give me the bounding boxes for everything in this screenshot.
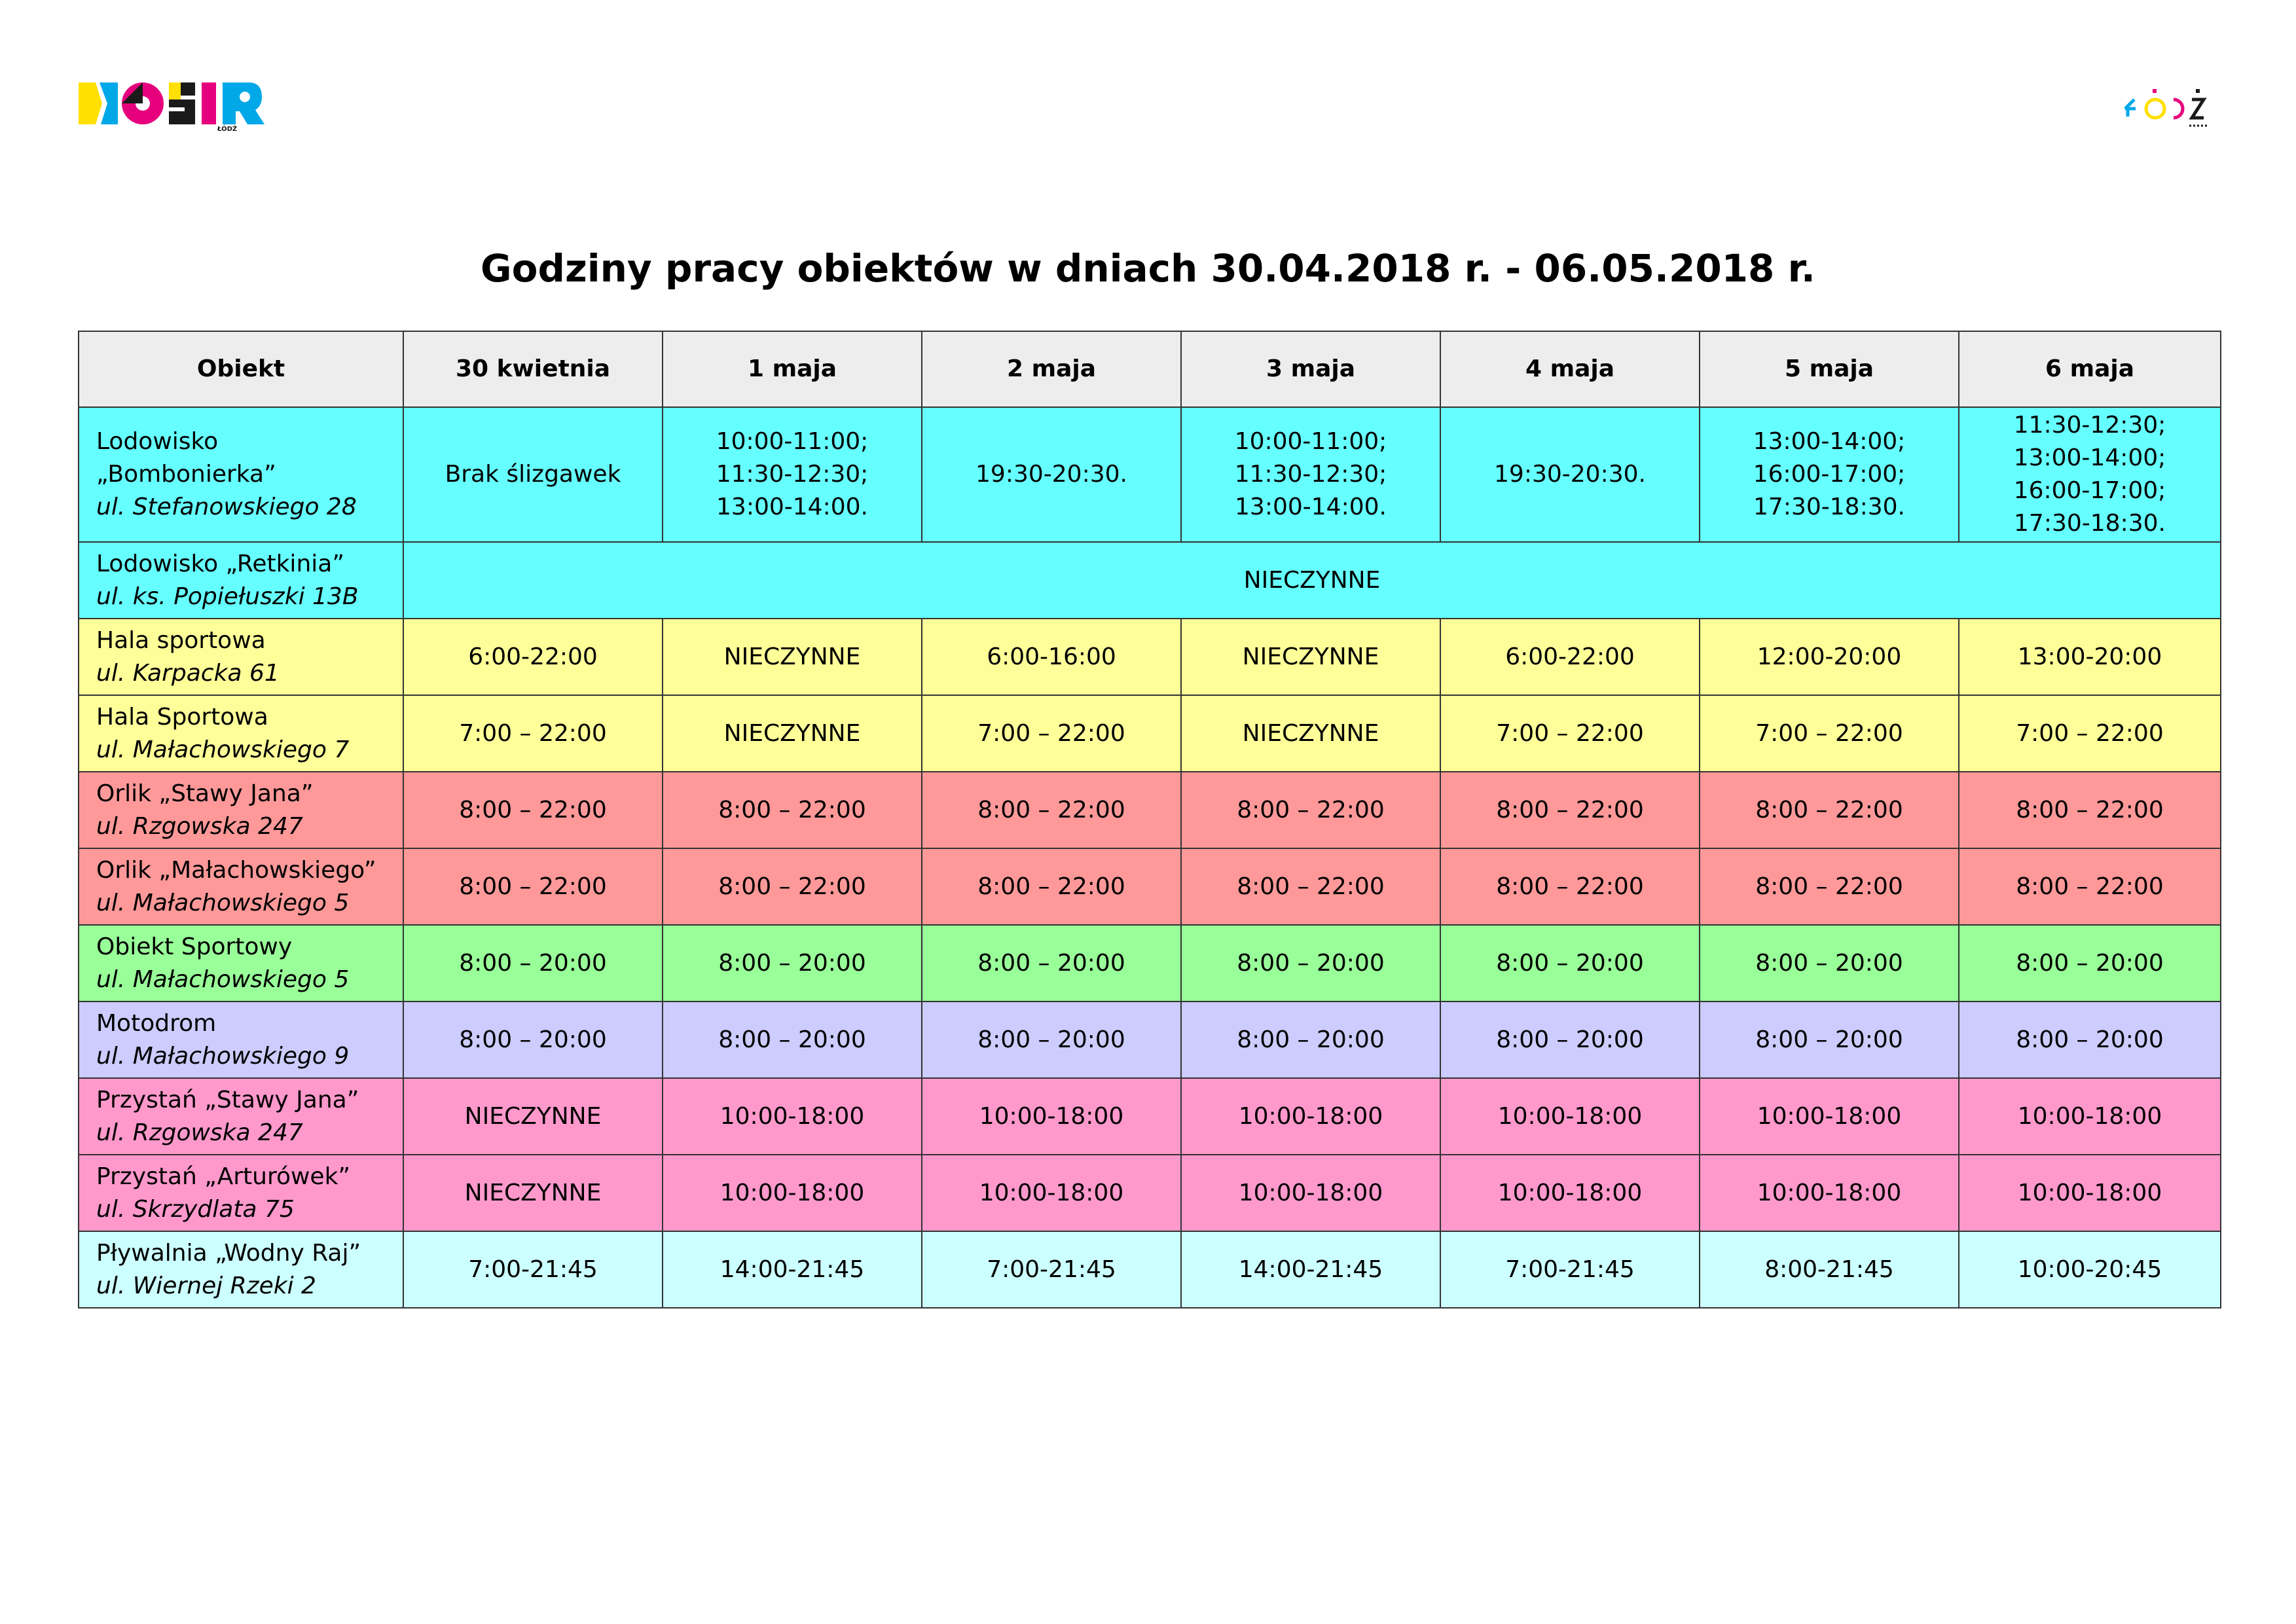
hours-text: NIECZYNNE <box>464 1102 602 1130</box>
hours-cell <box>922 772 1181 848</box>
hours-cell <box>1181 1001 1440 1078</box>
table-row <box>79 1078 2221 1155</box>
hours-text: 10:00-18:00 <box>2017 1179 2162 1206</box>
hours-text: 7:00 – 22:00 <box>459 719 607 747</box>
hours-cell <box>663 1001 922 1078</box>
column-header-day: 1 maja <box>663 331 922 407</box>
svg-text:ŁÓDŹ: ŁÓDŹ <box>217 126 238 131</box>
hours-text: 8:00 – 20:00 <box>1755 949 1903 977</box>
hours-text: 13:00-14:00. <box>716 494 868 520</box>
hours-cell <box>922 1155 1181 1231</box>
hours-cell-merged: NIECZYNNE <box>403 542 2221 619</box>
hours-text: 19:30-20:30. <box>1494 461 1646 488</box>
hours-text: 11:30-12:30; <box>2013 412 2166 439</box>
hours-cell <box>403 407 663 542</box>
hours-cell <box>1440 772 1700 848</box>
hours-cell <box>403 848 663 925</box>
facility-address: ul. Karpacka 61 <box>96 659 280 687</box>
hours-text: 8:00 – 20:00 <box>459 949 607 977</box>
hours-cell <box>403 1001 663 1078</box>
hours-text: 10:00-11:00; <box>716 428 869 455</box>
facility-cell <box>79 848 403 925</box>
hours-cell <box>1700 772 1959 848</box>
hours-text: 7:00 – 22:00 <box>1755 719 1903 747</box>
hours-text: 10:00-18:00 <box>1757 1102 1902 1130</box>
hours-text: 10:00-18:00 <box>720 1102 865 1130</box>
hours-text: Brak ślizgawek <box>445 461 621 488</box>
hours-text: 14:00-21:45 <box>1238 1255 1383 1283</box>
hours-text: 8:00 – 20:00 <box>1237 949 1385 977</box>
hours-text: 8:00 – 20:00 <box>977 949 1125 977</box>
facility-address: ul. Stefanowskiego 28 <box>96 494 357 520</box>
hours-text: 8:00 – 22:00 <box>977 873 1125 900</box>
facility-name: Przystań „Stawy Jana” <box>96 1086 359 1113</box>
hours-text: 8:00 – 22:00 <box>459 873 607 900</box>
hours-cell <box>663 848 922 925</box>
hours-cell <box>1181 1231 1440 1308</box>
hours-text: 8:00 – 20:00 <box>718 949 866 977</box>
hours-cell <box>1959 1078 2221 1155</box>
hours-text: 8:00 – 22:00 <box>2016 796 2164 823</box>
table-row <box>79 772 2221 848</box>
hours-text: 10:00-18:00 <box>2017 1102 2162 1130</box>
hours-cell <box>1959 1231 2221 1308</box>
facility-cell <box>79 1155 403 1231</box>
table-row <box>79 407 2221 542</box>
hours-cell <box>1181 407 1440 542</box>
facility-cell <box>79 619 403 695</box>
hours-text: 10:00-18:00 <box>720 1179 865 1206</box>
hours-cell <box>663 1231 922 1308</box>
facility-address: ul. Rzgowska 247 <box>96 1119 303 1146</box>
hours-text: 10:00-20:45 <box>2017 1255 2162 1283</box>
facility-cell <box>79 1231 403 1308</box>
table-row <box>79 1155 2221 1231</box>
hours-text: 7:00-21:45 <box>1505 1255 1635 1283</box>
hours-cell <box>1440 925 1700 1001</box>
hours-cell <box>1959 695 2221 772</box>
hours-cell <box>663 1155 922 1231</box>
page-title: Godziny pracy obiektów w dniach 30.04.2018 r. - 06.05.2018 r. <box>481 246 1815 291</box>
hours-cell <box>663 772 922 848</box>
facility-cell <box>79 1001 403 1078</box>
table-row <box>79 695 2221 772</box>
hours-cell <box>403 1231 663 1308</box>
facility-name: Pływalnia „Wodny Raj” <box>96 1239 361 1267</box>
hours-cell <box>1181 1155 1440 1231</box>
hours-cell <box>1700 1231 1959 1308</box>
hours-cell <box>1959 407 2221 542</box>
hours-text: 8:00 – 22:00 <box>718 873 866 900</box>
hours-text: 7:00 – 22:00 <box>2016 719 2164 747</box>
hours-text: 10:00-18:00 <box>1757 1179 1902 1206</box>
hours-text: 8:00 – 20:00 <box>1496 1026 1644 1053</box>
hours-cell <box>663 1078 922 1155</box>
hours-text: 10:00-18:00 <box>979 1179 1124 1206</box>
facility-cell <box>79 925 403 1001</box>
hours-text: 8:00 – 20:00 <box>2016 1026 2164 1053</box>
hours-text: 8:00 – 22:00 <box>718 796 866 823</box>
facility-cell <box>79 542 403 619</box>
hours-cell <box>1440 1155 1700 1231</box>
hours-text: 13:00-20:00 <box>2017 643 2162 670</box>
hours-cell <box>922 1001 1181 1078</box>
hours-text: 7:00 – 22:00 <box>977 719 1125 747</box>
hours-cell <box>1440 619 1700 695</box>
table-row <box>79 1231 2221 1308</box>
hours-text: 8:00 – 22:00 <box>1755 873 1903 900</box>
hours-cell <box>663 695 922 772</box>
hours-text: 8:00 – 22:00 <box>1496 796 1644 823</box>
column-header-day: 5 maja <box>1700 331 1959 407</box>
hours-cell <box>1181 772 1440 848</box>
hours-cell <box>1181 695 1440 772</box>
hours-text: 10:00-18:00 <box>1497 1102 1643 1130</box>
hours-cell <box>922 1231 1181 1308</box>
hours-text: 6:00-16:00 <box>987 643 1116 670</box>
table-row <box>79 925 2221 1001</box>
hours-cell <box>1440 1231 1700 1308</box>
hours-text: 16:00-17:00; <box>2013 477 2166 504</box>
hours-text: 10:00-18:00 <box>1497 1179 1643 1206</box>
facility-name: Obiekt Sportowy <box>96 933 293 960</box>
header-row <box>79 331 2221 407</box>
hours-cell <box>403 1078 663 1155</box>
hours-cell <box>1181 925 1440 1001</box>
hours-text: 11:30-12:30; <box>716 461 869 488</box>
hours-text: 8:00 – 20:00 <box>2016 949 2164 977</box>
hours-cell <box>1181 619 1440 695</box>
column-header-day: 2 maja <box>922 331 1181 407</box>
column-header-obiekt: Obiekt <box>79 331 403 407</box>
hours-text: 8:00 – 20:00 <box>459 1026 607 1053</box>
schedule-table <box>78 331 2221 1308</box>
hours-text: 19:30-20:30. <box>975 461 1127 488</box>
hours-cell <box>1181 1078 1440 1155</box>
facility-cell <box>79 772 403 848</box>
hours-cell <box>663 407 922 542</box>
hours-text: 7:00 – 22:00 <box>1496 719 1644 747</box>
hours-text: 8:00 – 22:00 <box>1755 796 1903 823</box>
hours-text: 8:00 – 20:00 <box>1755 1026 1903 1053</box>
facility-name: Hala sportowa <box>96 626 266 654</box>
hours-text: 8:00 – 20:00 <box>977 1026 1125 1053</box>
hours-text: NIECZYNNE <box>723 719 861 747</box>
column-header-day: 6 maja <box>1959 331 2221 407</box>
hours-cell <box>1440 1078 1700 1155</box>
hours-text: 14:00-21:45 <box>720 1255 865 1283</box>
lodz-logo <box>2121 80 2213 132</box>
table-row <box>79 1001 2221 1078</box>
hours-cell <box>1440 1001 1700 1078</box>
table-row <box>79 848 2221 925</box>
hours-cell <box>403 1155 663 1231</box>
facility-address: ul. Małachowskiego 5 <box>96 965 350 993</box>
facility-name: Hala Sportowa <box>96 703 268 731</box>
hours-text: 10:00-18:00 <box>1238 1179 1383 1206</box>
facility-address: ul. Małachowskiego 9 <box>96 1042 350 1070</box>
facility-address: ul. Rzgowska 247 <box>96 812 303 840</box>
hours-cell <box>922 619 1181 695</box>
hours-cell <box>1700 619 1959 695</box>
facility-name: Motodrom <box>96 1009 217 1037</box>
facility-address: ul. ks. Popiełuszki 13B <box>96 583 359 610</box>
facility-address: ul. Małachowskiego 7 <box>96 736 350 763</box>
facility-address: ul. Wiernej Rzeki 2 <box>96 1272 316 1299</box>
hours-cell <box>1959 848 2221 925</box>
hours-text: 10:00-18:00 <box>979 1102 1124 1130</box>
hours-text: 8:00-21:45 <box>1764 1255 1894 1283</box>
hours-cell <box>922 407 1181 542</box>
hours-cell <box>922 848 1181 925</box>
table-row <box>79 619 2221 695</box>
hours-text: NIECZYNNE <box>1242 643 1379 670</box>
hours-cell <box>403 925 663 1001</box>
hours-cell <box>1700 1001 1959 1078</box>
column-header-day: 3 maja <box>1181 331 1440 407</box>
hours-cell <box>403 619 663 695</box>
hours-text: NIECZYNNE <box>1242 719 1379 747</box>
hours-cell <box>663 925 922 1001</box>
facility-name: Przystań „Arturówek” <box>96 1163 351 1190</box>
facility-name: Lodowisko „Bombonierka” <box>96 428 276 488</box>
hours-cell <box>1959 925 2221 1001</box>
mosir-logo <box>77 79 274 131</box>
hours-text: 16:00-17:00; <box>1753 461 1906 488</box>
facility-address: ul. Małachowskiego 5 <box>96 889 350 916</box>
hours-text: 7:00-21:45 <box>987 1255 1116 1283</box>
hours-text: 7:00-21:45 <box>468 1255 598 1283</box>
hours-text: 8:00 – 22:00 <box>2016 873 2164 900</box>
hours-cell <box>403 695 663 772</box>
hours-cell <box>1700 695 1959 772</box>
hours-text: 13:00-14:00; <box>1753 428 1906 455</box>
hours-text: 8:00 – 22:00 <box>1237 873 1385 900</box>
hours-text: 6:00-22:00 <box>1505 643 1635 670</box>
hours-cell <box>1440 695 1700 772</box>
hours-cell <box>922 925 1181 1001</box>
table-row <box>79 542 2221 619</box>
hours-text: 10:00-18:00 <box>1238 1102 1383 1130</box>
hours-cell <box>1700 407 1959 542</box>
facility-name: Lodowisko „Retkinia” <box>96 550 344 577</box>
hours-cell <box>1959 619 2221 695</box>
facility-name: Orlik „Małachowskiego” <box>96 856 376 884</box>
hours-cell <box>1959 772 2221 848</box>
hours-cell <box>1440 848 1700 925</box>
hours-text: 8:00 – 20:00 <box>1237 1026 1385 1053</box>
hours-cell <box>922 695 1181 772</box>
hours-text: 8:00 – 20:00 <box>718 1026 866 1053</box>
hours-text: 8:00 – 20:00 <box>1496 949 1644 977</box>
hours-cell <box>403 772 663 848</box>
hours-cell <box>663 619 922 695</box>
hours-text: 11:30-12:30; <box>1234 461 1387 488</box>
hours-text: NIECZYNNE <box>723 643 861 670</box>
column-header-day: 30 kwietnia <box>403 331 663 407</box>
hours-text: 13:00-14:00; <box>2013 444 2166 471</box>
hours-text: 8:00 – 22:00 <box>459 796 607 823</box>
hours-cell <box>922 1078 1181 1155</box>
schedule-body <box>79 407 2221 1308</box>
hours-cell <box>1959 1001 2221 1078</box>
hours-text: 10:00-11:00; <box>1234 428 1387 455</box>
hours-cell <box>1700 1078 1959 1155</box>
hours-cell <box>1700 925 1959 1001</box>
hours-text: 8:00 – 22:00 <box>1496 873 1644 900</box>
hours-cell <box>1959 1155 2221 1231</box>
hours-text: 6:00-22:00 <box>468 643 598 670</box>
facility-name: Orlik „Stawy Jana” <box>96 780 314 807</box>
hours-cell <box>1700 1155 1959 1231</box>
column-header-day: 4 maja <box>1440 331 1700 407</box>
hours-text: 17:30-18:30. <box>2014 510 2166 537</box>
hours-cell <box>1440 407 1700 542</box>
hours-cell <box>1700 848 1959 925</box>
facility-cell <box>79 407 403 542</box>
hours-text: 8:00 – 22:00 <box>977 796 1125 823</box>
hours-text: 13:00-14:00. <box>1235 494 1387 520</box>
hours-text: NIECZYNNE <box>464 1179 602 1206</box>
facility-address: ul. Skrzydlata 75 <box>96 1195 295 1223</box>
hours-cell <box>1181 848 1440 925</box>
facility-cell <box>79 1078 403 1155</box>
hours-text: 8:00 – 22:00 <box>1237 796 1385 823</box>
facility-cell <box>79 695 403 772</box>
hours-text: 17:30-18:30. <box>1753 494 1905 520</box>
hours-text: 12:00-20:00 <box>1757 643 1902 670</box>
